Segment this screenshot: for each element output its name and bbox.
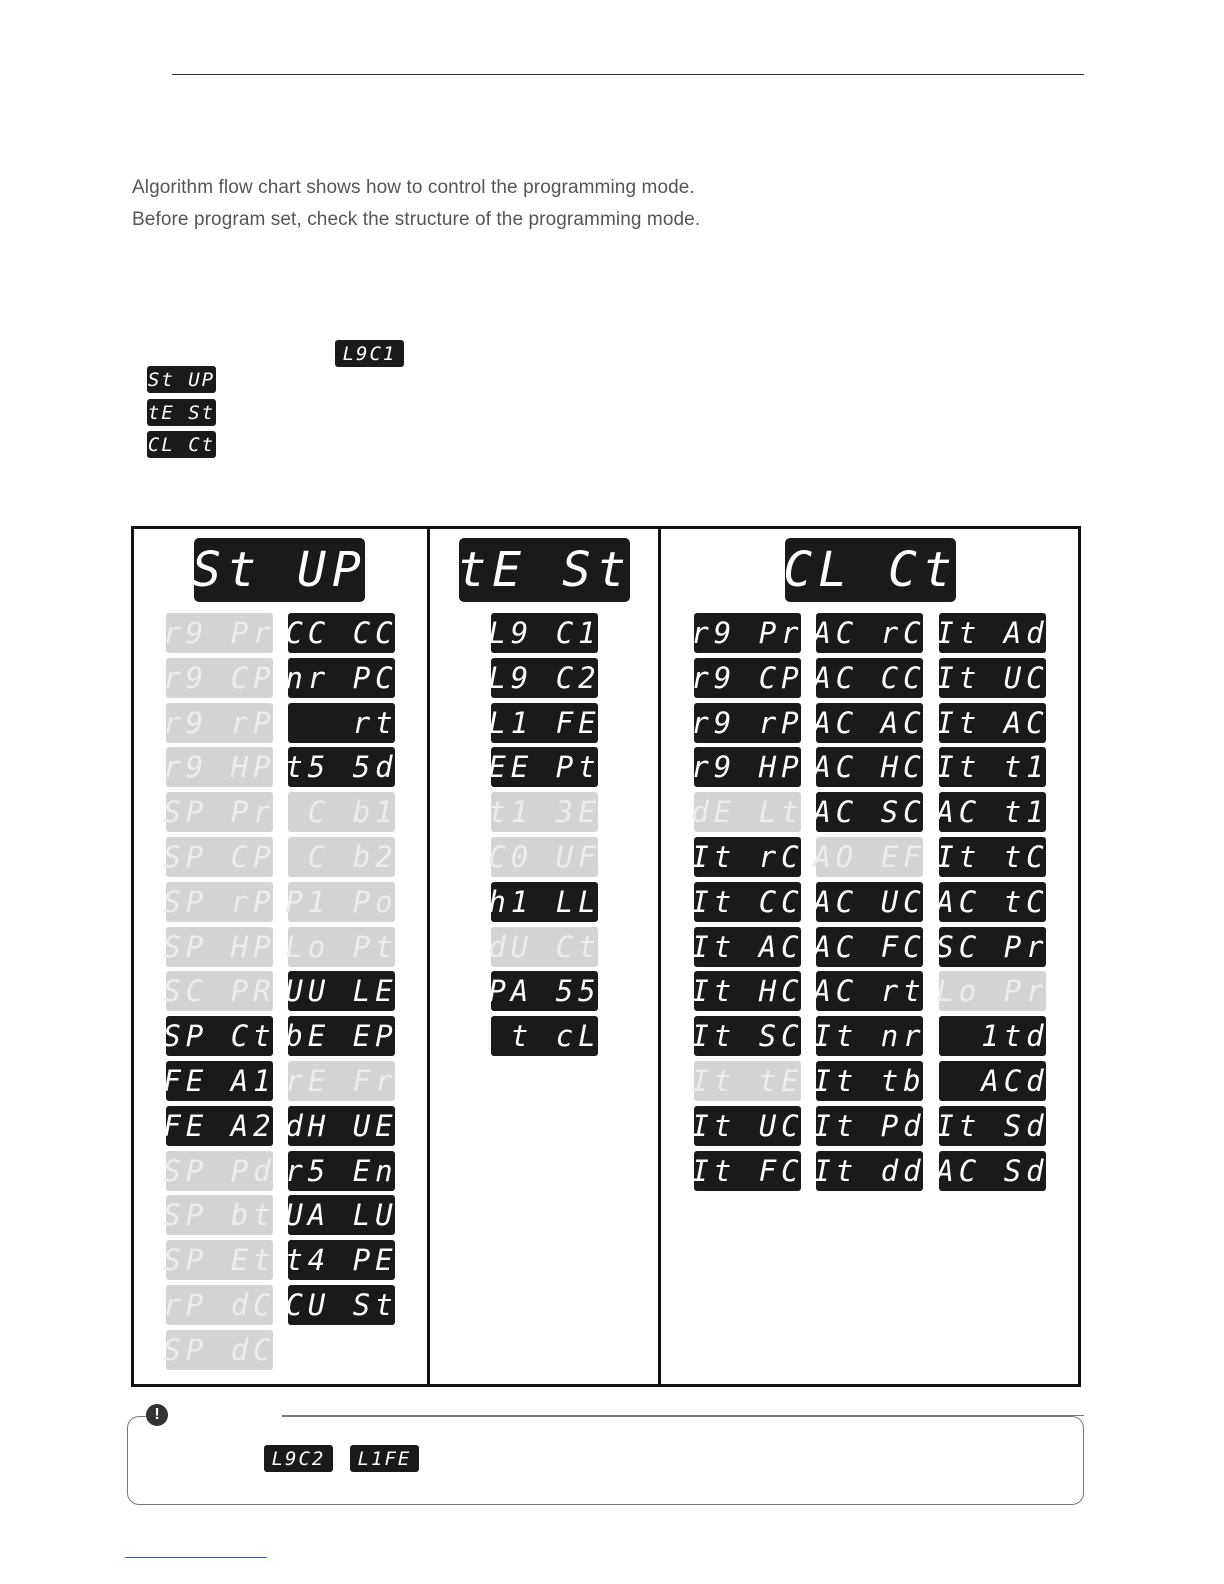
collect-code-active: AC Sd [939, 1151, 1046, 1191]
collect-code-active: It tb [816, 1061, 923, 1101]
collect-code-active: It t1 [939, 747, 1046, 787]
collect-code-active: r9 CP [694, 658, 801, 698]
setup-code-active: UA LU [288, 1195, 395, 1235]
collect-code-active: AC FC [816, 927, 923, 967]
collect-code-active: r9 HP [694, 747, 801, 787]
setup-code-inactive: rE Fr [288, 1061, 395, 1101]
collect-code-active: ACd [939, 1061, 1046, 1101]
collect-code-active: It AC [694, 927, 801, 967]
legend-header-code: L9C1 [335, 340, 404, 367]
collect-code-active: 1td [939, 1016, 1046, 1056]
setup-code-inactive: P1 Po [288, 882, 395, 922]
setup-code-inactive: SP Pd [166, 1151, 273, 1191]
column-divider [658, 526, 661, 1387]
setup-code-active: CU St [288, 1285, 395, 1325]
collect-code-active: It dd [816, 1151, 923, 1191]
collect-code-active: AC AC [816, 703, 923, 743]
collect-code-active: It FC [694, 1151, 801, 1191]
setup-code-active: rt [288, 703, 395, 743]
collect-code-active: SC Pr [939, 927, 1046, 967]
setup-code-inactive: SP bt [166, 1195, 273, 1235]
setup-code-active: r5 En [288, 1151, 395, 1191]
test-code-active: PA 55 [491, 971, 598, 1011]
test-code-active: EE Pt [491, 747, 598, 787]
collect-code-active: It Ad [939, 613, 1046, 653]
test-code-inactive: C0 UF [491, 837, 598, 877]
collect-code-active: r9 rP [694, 703, 801, 743]
collect-code-active: r9 Pr [694, 613, 801, 653]
legend-collect-code: CL Ct [147, 431, 216, 458]
intro-line-2: Before program set, check the structure of the programming mode. [132, 209, 701, 230]
collect-code-active: It rC [694, 837, 801, 877]
collect-code-active: It CC [694, 882, 801, 922]
setup-code-active: t4 PE [288, 1240, 395, 1280]
test-code-active: L9 C2 [491, 658, 598, 698]
legend-test-code: tE St [147, 399, 216, 426]
intro-line-1: Algorithm flow chart shows how to control the programming mode. [132, 177, 695, 198]
setup-code-active: dH UE [288, 1106, 395, 1146]
collect-code-active: AC UC [816, 882, 923, 922]
note-code-1: L9C2 [264, 1445, 333, 1472]
setup-code-inactive: SP rP [166, 882, 273, 922]
setup-code-inactive: C b1 [288, 792, 395, 832]
setup-code-active: UU LE [288, 971, 395, 1011]
test-code-active: L1 FE [491, 703, 598, 743]
column-divider [427, 526, 430, 1387]
collect-code-active: AC SC [816, 792, 923, 832]
collect-code-active: AC rt [816, 971, 923, 1011]
collect-code-inactive: It tE [694, 1061, 801, 1101]
collect-code-inactive: dE Lt [694, 792, 801, 832]
setup-code-active: FE A1 [166, 1061, 273, 1101]
test-code-inactive: t1 3E [491, 792, 598, 832]
setup-code-inactive: r9 rP [166, 703, 273, 743]
setup-code-inactive: rP dC [166, 1285, 273, 1325]
setup-code-inactive: SP CP [166, 837, 273, 877]
collect-code-active: AC t1 [939, 792, 1046, 832]
collect-code-active: It tC [939, 837, 1046, 877]
collect-title: CL Ct [785, 538, 956, 602]
setup-code-active: SP Ct [166, 1016, 273, 1056]
collect-code-active: It SC [694, 1016, 801, 1056]
legend-setup-code: St UP [147, 366, 216, 393]
setup-code-inactive: SP HP [166, 927, 273, 967]
collect-code-active: AC rC [816, 613, 923, 653]
setup-code-active: CC CC [288, 613, 395, 653]
collect-code-active: AC CC [816, 658, 923, 698]
test-code-active: L9 C1 [491, 613, 598, 653]
collect-code-inactive: Lo Pr [939, 971, 1046, 1011]
collect-code-active: It Pd [816, 1106, 923, 1146]
collect-code-inactive: AO EF [816, 837, 923, 877]
setup-code-inactive: C b2 [288, 837, 395, 877]
setup-code-active: bE EP [288, 1016, 395, 1056]
exclamation-icon: ! [146, 1404, 168, 1426]
note-code-2: L1FE [350, 1445, 419, 1472]
collect-code-active: It nr [816, 1016, 923, 1056]
setup-code-inactive: SP Pr [166, 792, 273, 832]
test-code-inactive: dU Ct [491, 927, 598, 967]
test-title: tE St [459, 538, 630, 602]
setup-code-inactive: r9 Pr [166, 613, 273, 653]
note-title-rule [282, 1415, 1084, 1416]
setup-code-inactive: SP Et [166, 1240, 273, 1280]
setup-code-inactive: SC PR [166, 971, 273, 1011]
setup-code-active: FE A2 [166, 1106, 273, 1146]
footer-link-underline [125, 1557, 267, 1558]
setup-code-active: t5 5d [288, 747, 395, 787]
collect-code-active: AC tC [939, 882, 1046, 922]
setup-code-inactive: Lo Pt [288, 927, 395, 967]
collect-code-active: It UC [939, 658, 1046, 698]
test-code-active: t cL [491, 1016, 598, 1056]
collect-code-active: It AC [939, 703, 1046, 743]
top-rule [172, 74, 1084, 75]
setup-title: St UP [194, 538, 365, 602]
setup-code-inactive: r9 HP [166, 747, 273, 787]
setup-code-inactive: r9 CP [166, 658, 273, 698]
collect-code-active: It Sd [939, 1106, 1046, 1146]
setup-code-inactive: SP dC [166, 1330, 273, 1370]
test-code-active: h1 LL [491, 882, 598, 922]
collect-code-active: It HC [694, 971, 801, 1011]
collect-code-active: It UC [694, 1106, 801, 1146]
setup-code-active: nr PC [288, 658, 395, 698]
collect-code-active: AC HC [816, 747, 923, 787]
